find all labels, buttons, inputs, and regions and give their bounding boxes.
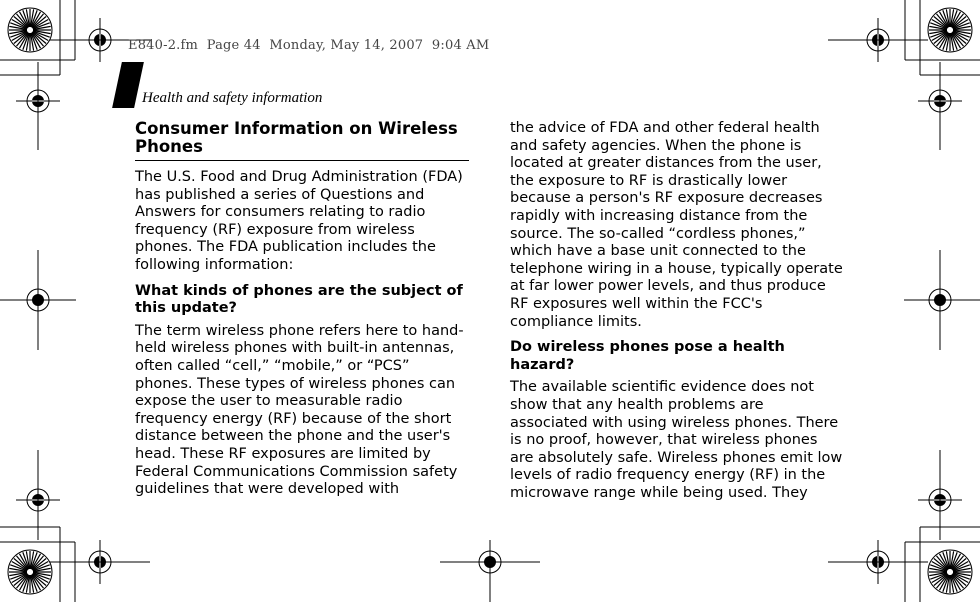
answer-paragraph: The term wireless phone refers here to hand-held wireless phones with built-in antennas, often called “cell,” “mobile,” or “PCS” phones. These types of wireless phones can expose the user to measurable radio frequency energy (RF) because of the short distance between the phone and the user's head. These RF exposures are limited by Federal Communications Commission safety guidelines that were developed with	[135, 322, 464, 498]
continued-paragraph: the advice of FDA and other federal health and safety agencies. When the phone is located at greater distances from the user, the exposure to RF is drastically lower because a person's RF exposure decreases rapidly with increasing distance from the source. The so-called “cordless phones,” which have a base unit connected to the telephone wiring in a house, typically operate at far lower power levels, and thus produce RF exposures well within the FCC's compliance limits.	[510, 120, 843, 330]
page-title: Consumer Information on Wireless Phones	[135, 120, 469, 161]
question-heading: What kinds of phones are the subject of this update?	[135, 282, 463, 317]
left-column	[135, 120, 469, 499]
intro-paragraph: The U.S. Food and Drug Administration (FDA) has published a series of Questions and Answers for consumers relating to radio frequency (RF) exposure from wireless phones. The FDA publication includes the following information:	[135, 169, 463, 273]
answer-paragraph: The available scientific evidence does not show that any health problems are associated with using wireless phones. There is no proof, however, that wireless phones are absolutely safe. Wireless phones emit low levels of radio frequency energy (RF) in the microwave range while being used. They	[510, 379, 843, 501]
starburst-icon	[928, 8, 972, 52]
starburst-icon	[8, 8, 52, 52]
question-heading: Do wireless phones pose a health hazard?	[510, 339, 785, 373]
starburst-icon	[928, 550, 972, 594]
file-stamp: E840-2.fm Page 44 Monday, May 14, 2007 9:04 AM	[128, 38, 490, 53]
starburst-icon	[8, 550, 52, 594]
right-column	[510, 120, 844, 502]
section-title: Health and safety information	[142, 90, 323, 106]
